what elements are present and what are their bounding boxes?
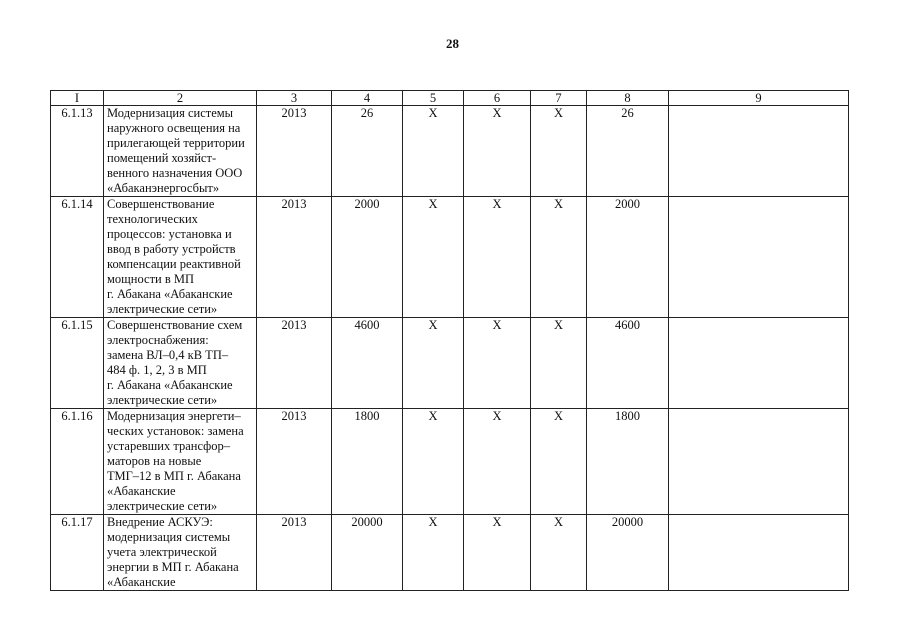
row-col-4: 1800 [332,409,403,515]
row-col-9 [669,409,849,515]
row-col-7: Х [531,318,587,409]
description-line: Внедрение АСКУЭ: [107,515,213,529]
header-col-4: 4 [332,91,403,106]
row-col-7: Х [531,197,587,318]
row-col-6: Х [464,409,531,515]
row-col-9 [669,106,849,197]
row-col-6: Х [464,106,531,197]
description-line: венного назначения ООО [107,166,243,180]
description-line: компенсации реактивной [107,257,241,271]
description-line: 484 ф. 1, 2, 3 в МП [107,363,207,377]
row-description [104,515,257,591]
row-col-9 [669,318,849,409]
row-year: 2013 [257,106,332,197]
description-line: электрические сети» [107,393,218,407]
description-line: маторов на новые [107,454,202,468]
row-col-7: Х [531,106,587,197]
table-row [51,515,849,591]
table-body [51,106,849,591]
row-number: 6.1.17 [51,515,104,591]
row-col-6: Х [464,318,531,409]
description-line: энергии в МП г. Абакана [107,560,239,574]
description-line: «Абаканэнергосбыт» [107,181,220,195]
description-line: замена ВЛ–0,4 кВ ТП– [107,348,229,362]
header-col-5: 5 [403,91,464,106]
table-row [51,106,849,197]
description-line: ческих установок: замена [107,424,244,438]
description-line: Совершенствование схем [107,318,243,332]
row-col-8: 2000 [587,197,669,318]
row-col-7: Х [531,515,587,591]
row-col-9 [669,515,849,591]
row-number: 6.1.16 [51,409,104,515]
row-col-6: Х [464,515,531,591]
table-row [51,318,849,409]
table-row [51,409,849,515]
description-line: помещений хозяйст- [107,151,217,165]
header-col-8: 8 [587,91,669,106]
description-line: прилегающей территории [107,136,245,150]
row-col-5: Х [403,318,464,409]
description-line: «Абаканские [107,484,176,498]
description-line: процессов: установка и [107,227,232,241]
description-line: модернизация системы [107,530,231,544]
header-col-6: 6 [464,91,531,106]
row-col-5: Х [403,106,464,197]
row-col-8: 26 [587,106,669,197]
description-line: электроснабжения: [107,333,209,347]
description-line: ТМГ–12 в МП г. Абакана [107,469,241,483]
row-col-9 [669,197,849,318]
description-line: «Абаканские [107,575,176,589]
description-line: наружного освещения на [107,121,241,135]
row-col-4: 20000 [332,515,403,591]
row-description [104,106,257,197]
description-line: электрические сети» [107,499,218,513]
description-line: технологических [107,212,198,226]
row-col-4: 4600 [332,318,403,409]
row-year: 2013 [257,409,332,515]
header-col-2: 2 [104,91,257,106]
description-line: мощности в МП [107,272,195,286]
row-description [104,409,257,515]
page-number: 28 [446,36,459,51]
header-col-1: I [51,91,104,106]
description-line: Совершенствование [107,197,215,211]
row-col-4: 26 [332,106,403,197]
description-line: ввод в работу устройств [107,242,236,256]
row-year: 2013 [257,197,332,318]
row-number: 6.1.15 [51,318,104,409]
header-row [51,91,849,106]
description-line: учета электрической [107,545,217,559]
row-description [104,197,257,318]
row-col-8: 20000 [587,515,669,591]
row-year: 2013 [257,515,332,591]
plan-table [50,90,849,591]
row-description [104,318,257,409]
header-col-9: 9 [669,91,849,106]
description-line: г. Абакана «Абаканские [107,378,233,392]
description-line: устаревших трансфор– [107,439,231,453]
description-line: электрические сети» [107,302,218,316]
row-col-5: Х [403,409,464,515]
row-number: 6.1.14 [51,197,104,318]
row-col-8: 4600 [587,318,669,409]
table-row [51,197,849,318]
row-col-5: Х [403,515,464,591]
description-line: Модернизация системы [107,106,234,120]
header-col-3: 3 [257,91,332,106]
row-col-4: 2000 [332,197,403,318]
row-col-8: 1800 [587,409,669,515]
description-line: Модернизация энергети– [107,409,241,423]
description-line: г. Абакана «Абаканские [107,287,233,301]
row-number: 6.1.13 [51,106,104,197]
row-year: 2013 [257,318,332,409]
row-col-6: Х [464,197,531,318]
header-col-7: 7 [531,91,587,106]
row-col-5: Х [403,197,464,318]
row-col-7: Х [531,409,587,515]
